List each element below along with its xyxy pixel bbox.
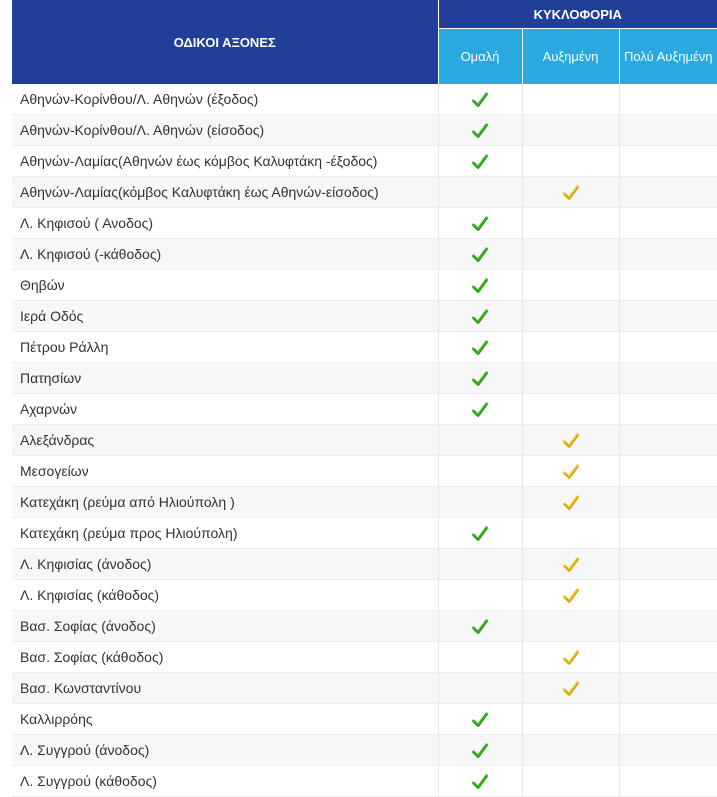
road-name: Λ. Κηφισού ( Ανοδος)	[12, 208, 438, 239]
traffic-level-cell	[522, 208, 619, 239]
traffic-level-cell	[619, 332, 717, 363]
table-row	[12, 301, 717, 332]
traffic-level-cell	[522, 239, 619, 270]
yellow-check-icon	[563, 681, 579, 697]
traffic-level-cell	[619, 84, 717, 115]
road-name: Κατεχάκη (ρεύμα από Ηλιούπολη )	[12, 487, 438, 518]
yellow-check-icon	[563, 650, 579, 666]
traffic-level-cell	[522, 642, 619, 673]
yellow-check-icon	[563, 433, 579, 449]
green-check-icon	[472, 526, 488, 542]
table-row	[12, 270, 717, 301]
road-name: Αθηνών-Κορίνθου/Λ. Αθηνών (είσοδος)	[12, 115, 438, 146]
road-name: Θηβών	[12, 270, 438, 301]
traffic-level-cell	[619, 673, 717, 704]
table-row	[12, 518, 717, 549]
level-header-increased: Αυξημένη	[522, 29, 619, 85]
green-check-icon	[472, 619, 488, 635]
traffic-level-cell	[619, 115, 717, 146]
traffic-table	[12, 0, 717, 797]
traffic-level-cell	[522, 580, 619, 611]
road-name: Αθηνών-Λαμίας(κόμβος Καλυφτάκη έως Αθηνών-είσοδος)	[12, 177, 438, 208]
road-name: Καλλιρρόης	[12, 704, 438, 735]
traffic-level-cell	[522, 518, 619, 549]
table-row	[12, 673, 717, 704]
traffic-level-cell	[438, 301, 522, 332]
table-row	[12, 580, 717, 611]
traffic-level-cell	[438, 487, 522, 518]
traffic-level-cell	[619, 146, 717, 177]
traffic-level-cell	[619, 611, 717, 642]
green-check-icon	[472, 123, 488, 139]
traffic-level-cell	[522, 84, 619, 115]
traffic-level-cell	[438, 115, 522, 146]
roads-column-header: ΟΔΙΚΟΙ ΑΞΟΝΕΣ	[12, 0, 438, 84]
traffic-level-cell	[619, 394, 717, 425]
traffic-level-cell	[619, 487, 717, 518]
road-name: Βασ. Κωνσταντίνου	[12, 673, 438, 704]
road-name: Αθηνών-Κορίνθου/Λ. Αθηνών (έξοδος)	[12, 84, 438, 115]
table-row	[12, 363, 717, 394]
road-name: Πατησίων	[12, 363, 438, 394]
traffic-level-cell	[438, 270, 522, 301]
road-name: Κατεχάκη (ρεύμα προς Ηλιούπολη)	[12, 518, 438, 549]
table-row	[12, 146, 717, 177]
road-name: Λ. Συγγρού (κάθοδος)	[12, 766, 438, 797]
traffic-level-cell	[438, 518, 522, 549]
yellow-check-icon	[563, 495, 579, 511]
green-check-icon	[472, 309, 488, 325]
road-name: Λ. Κηφισίας (άνοδος)	[12, 549, 438, 580]
traffic-level-cell	[522, 766, 619, 797]
table-row	[12, 84, 717, 115]
green-check-icon	[472, 247, 488, 263]
table-header	[12, 0, 717, 84]
traffic-level-cell	[619, 456, 717, 487]
table-row	[12, 425, 717, 456]
traffic-level-cell	[619, 518, 717, 549]
road-name: Λ. Συγγρού (άνοδος)	[12, 735, 438, 766]
traffic-level-cell	[522, 611, 619, 642]
traffic-level-cell	[438, 84, 522, 115]
green-check-icon	[472, 216, 488, 232]
traffic-level-cell	[438, 456, 522, 487]
traffic-level-cell	[619, 270, 717, 301]
traffic-level-cell	[522, 549, 619, 580]
traffic-level-cell	[522, 673, 619, 704]
yellow-check-icon	[563, 588, 579, 604]
traffic-level-cell	[438, 549, 522, 580]
traffic-level-cell	[619, 704, 717, 735]
traffic-level-cell	[522, 115, 619, 146]
traffic-level-cell	[619, 766, 717, 797]
traffic-level-cell	[619, 239, 717, 270]
traffic-level-cell	[438, 735, 522, 766]
traffic-level-cell	[619, 208, 717, 239]
level-header-very-increased: Πολύ Αυξημένη	[619, 29, 717, 85]
road-name: Λ. Κηφισού (-κάθοδος)	[12, 239, 438, 270]
traffic-level-cell	[522, 332, 619, 363]
table-row	[12, 332, 717, 363]
traffic-level-cell	[438, 394, 522, 425]
traffic-level-cell	[522, 270, 619, 301]
traffic-level-cell	[438, 177, 522, 208]
green-check-icon	[472, 743, 488, 759]
green-check-icon	[472, 712, 488, 728]
table-row	[12, 549, 717, 580]
traffic-level-cell	[438, 580, 522, 611]
traffic-level-cell	[438, 766, 522, 797]
traffic-column-header: ΚΥΚΛΟΦΟΡΙΑ	[438, 0, 717, 29]
traffic-level-cell	[619, 301, 717, 332]
road-name: Αθηνών-Λαμίας(Αθηνών έως κόμβος Καλυφτάκη -έξοδος)	[12, 146, 438, 177]
table-row	[12, 766, 717, 797]
table-row	[12, 487, 717, 518]
traffic-level-cell	[438, 332, 522, 363]
traffic-level-cell	[438, 363, 522, 394]
road-name: Βασ. Σοφίας (άνοδος)	[12, 611, 438, 642]
level-header-normal: Ομαλή	[438, 29, 522, 85]
traffic-level-cell	[438, 704, 522, 735]
table-row	[12, 704, 717, 735]
traffic-level-cell	[438, 642, 522, 673]
table-row	[12, 115, 717, 146]
yellow-check-icon	[563, 557, 579, 573]
road-name: Αλεξάνδρας	[12, 425, 438, 456]
table-row	[12, 642, 717, 673]
traffic-level-cell	[438, 239, 522, 270]
table-row	[12, 177, 717, 208]
traffic-level-cell	[438, 208, 522, 239]
green-check-icon	[472, 402, 488, 418]
green-check-icon	[472, 278, 488, 294]
traffic-level-cell	[438, 673, 522, 704]
table-body	[12, 84, 717, 797]
green-check-icon	[472, 371, 488, 387]
traffic-level-cell	[619, 642, 717, 673]
traffic-level-cell	[619, 177, 717, 208]
table-row	[12, 394, 717, 425]
traffic-level-cell	[522, 177, 619, 208]
table-row	[12, 208, 717, 239]
traffic-level-cell	[438, 146, 522, 177]
road-name: Αχαρνών	[12, 394, 438, 425]
road-name: Πέτρου Ράλλη	[12, 332, 438, 363]
road-name: Λ. Κηφισίας (κάθοδος)	[12, 580, 438, 611]
traffic-level-cell	[522, 394, 619, 425]
traffic-level-cell	[438, 611, 522, 642]
yellow-check-icon	[563, 464, 579, 480]
road-name: Μεσογείων	[12, 456, 438, 487]
road-name: Βασ. Σοφίας (κάθοδος)	[12, 642, 438, 673]
green-check-icon	[472, 154, 488, 170]
traffic-level-cell	[522, 146, 619, 177]
table-row	[12, 239, 717, 270]
traffic-level-cell	[619, 580, 717, 611]
table-row	[12, 456, 717, 487]
traffic-level-cell	[522, 425, 619, 456]
traffic-level-cell	[619, 425, 717, 456]
road-name: Ιερά Οδός	[12, 301, 438, 332]
traffic-level-cell	[619, 549, 717, 580]
green-check-icon	[472, 92, 488, 108]
traffic-level-cell	[522, 487, 619, 518]
yellow-check-icon	[563, 185, 579, 201]
traffic-level-cell	[619, 735, 717, 766]
traffic-level-cell	[522, 363, 619, 394]
traffic-level-cell	[522, 456, 619, 487]
green-check-icon	[472, 340, 488, 356]
green-check-icon	[472, 774, 488, 790]
traffic-level-cell	[522, 704, 619, 735]
traffic-level-cell	[522, 301, 619, 332]
traffic-level-cell	[619, 363, 717, 394]
traffic-level-cell	[438, 425, 522, 456]
table-row	[12, 735, 717, 766]
traffic-level-cell	[522, 735, 619, 766]
table-row	[12, 611, 717, 642]
